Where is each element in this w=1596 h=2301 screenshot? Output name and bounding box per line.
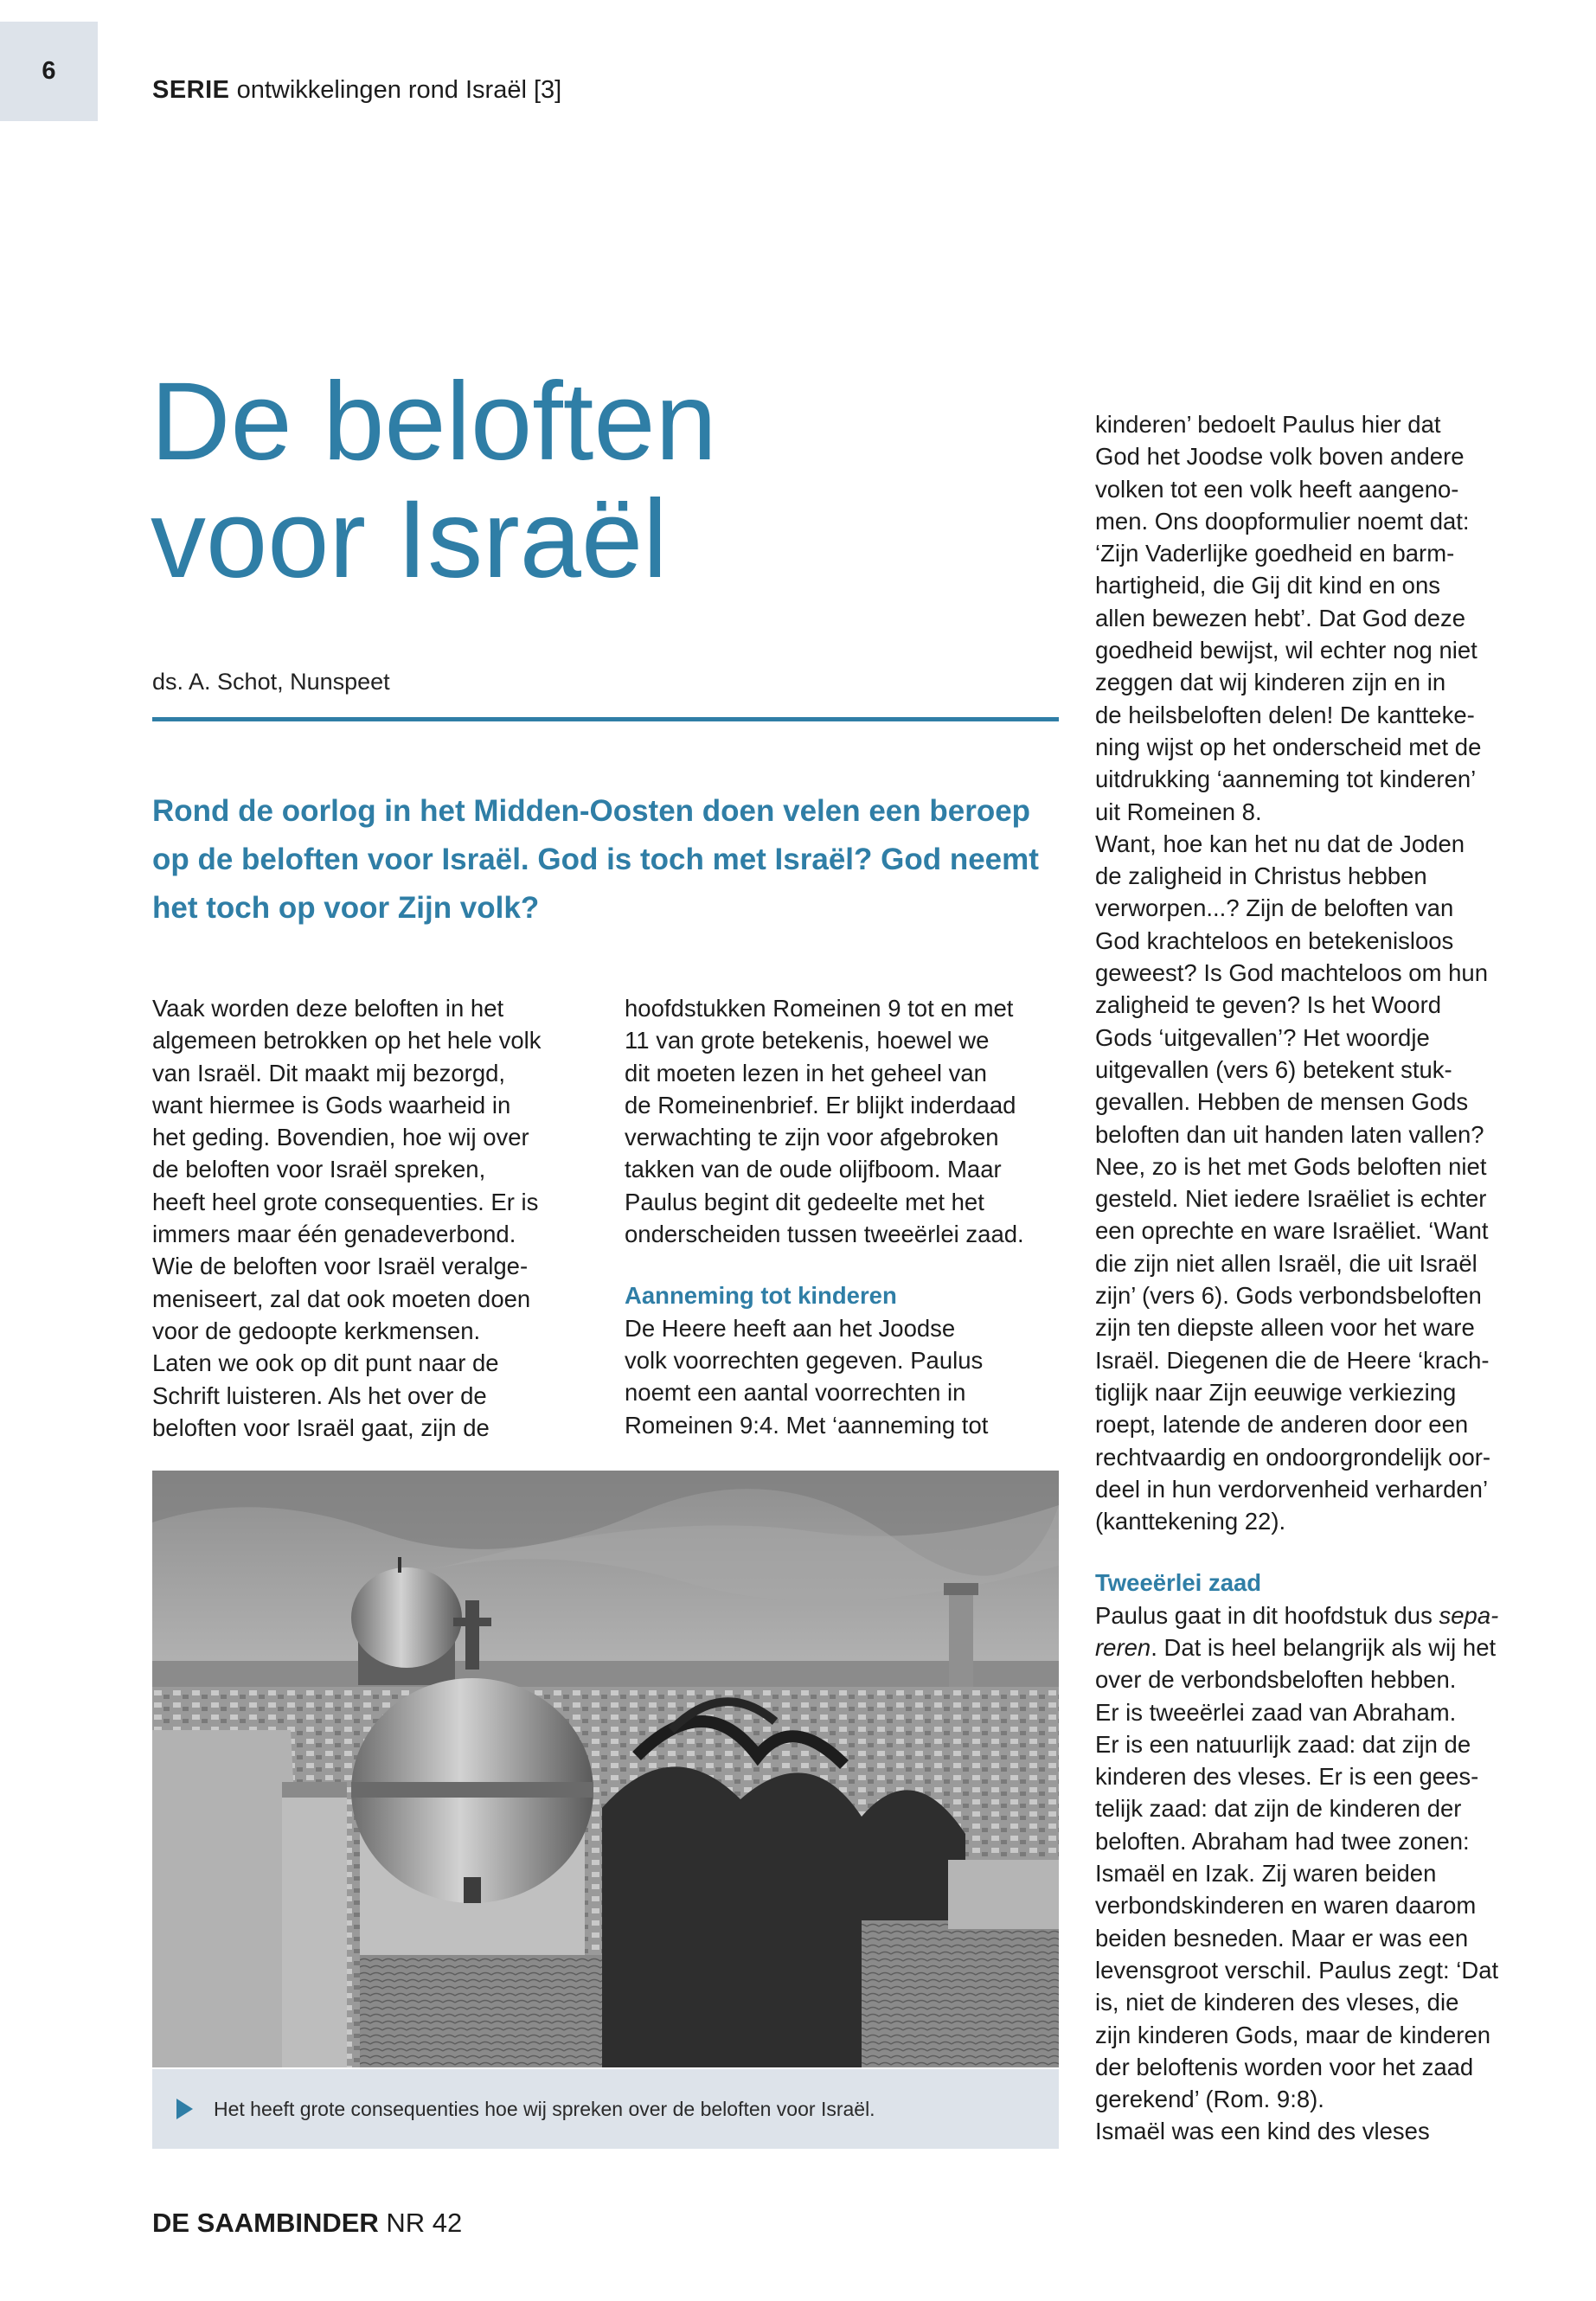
text-line: het geding. Bovendien, hoe wij over [152, 1124, 529, 1151]
text-line: ning wijst op het onderscheid met de [1095, 733, 1482, 760]
magazine-name: DE SAAMBINDER [152, 2208, 379, 2238]
text-line: uitdrukking ‘aanneming tot kinderen’ [1095, 766, 1477, 793]
text-line: de zaligheid in Christus hebben [1095, 862, 1427, 890]
column-3-line [1095, 1599, 1541, 1631]
text-line: rechtvaardig en ondoorgrondelijk oor- [1095, 1443, 1491, 1471]
series-header [152, 76, 561, 105]
text-line: (kanttekening 22). [1095, 1508, 1286, 1535]
text-line: Ismaël en Izak. Zij waren beiden [1095, 1860, 1437, 1888]
column-1-body [152, 992, 589, 1444]
text-line: immers maar één genadeverbond. [152, 1221, 516, 1248]
text-line: Want, hoe kan het nu dat de Joden [1095, 830, 1465, 857]
text-line: de beloften voor Israël spreken, [152, 1156, 486, 1183]
text-line: Er is een natuurlijk zaad: dat zijn de [1095, 1730, 1471, 1758]
magazine-footer [152, 2208, 462, 2239]
emphasis-run: reren [1095, 1633, 1151, 1661]
page-number-text: 6 [42, 57, 56, 85]
text-column-1 [152, 992, 589, 1444]
text-line: een oprechte en ware Israëliet. ‘Want [1095, 1217, 1489, 1245]
column-3-body-a [1095, 408, 1541, 1537]
text-line: hoofdstukken Romeinen 9 tot en met [625, 995, 1014, 1022]
text-line: over de verbondsbeloften hebben. [1095, 1666, 1457, 1694]
text-line: zeggen dat wij kinderen zijn en in [1095, 669, 1446, 696]
text-line: Wie de beloften voor Israël veralge- [152, 1253, 529, 1280]
series-title: ontwikkelingen rond Israël [236, 76, 527, 104]
text-line: gevallen. Hebben de mensen Gods [1095, 1088, 1469, 1116]
text-line: ‘Zijn Vaderlijke goedheid en barm- [1095, 540, 1455, 567]
subheading-tweeerlei-zaad: Tweeërlei zaad [1095, 1569, 1262, 1597]
title-divider [152, 717, 1059, 721]
column-2-body-b [625, 1312, 1061, 1441]
title-line-2: voor Israël [151, 478, 668, 601]
text-line: gesteld. Niet iedere Israëliet is echter [1095, 1185, 1487, 1213]
series-part: [3] [533, 76, 562, 104]
text-line: uitgevallen (vers 6) betekent stuk- [1095, 1055, 1452, 1083]
text-line: men. Ons doopformulier noemt dat: [1095, 507, 1470, 535]
text-line: Schrift luisteren. Als het over de [152, 1381, 487, 1409]
text-line: Laten we ook op dit punt naar de [152, 1349, 499, 1377]
page-number [0, 22, 98, 121]
text-line: zijn ten diepste alleen voor het ware [1095, 1314, 1475, 1342]
subheading-aanneming: Aanneming tot kinderen [625, 1282, 897, 1310]
text-line: De Heere heeft aan het Joodse [625, 1314, 956, 1342]
text-line: gerekend’ (Rom. 9:8). [1095, 2086, 1324, 2113]
text-line: 11 van grote betekenis, hoewel we [625, 1027, 990, 1054]
text-line: noemt een aantal voorrechten in [625, 1379, 966, 1407]
text-line: tiglijk naar Zijn eeuwige verkiezing [1095, 1378, 1457, 1406]
text-line: zijn kinderen Gods, maar de kinderen [1095, 2021, 1491, 2048]
text-line: allen bewezen hebt’. Dat God deze [1095, 604, 1466, 631]
text-line: God het Joodse volk boven andere [1095, 443, 1465, 471]
text-line: de heilsbeloften delen! De kantteke- [1095, 701, 1475, 728]
text-line: van Israël. Dit maakt mij bezorgd, [152, 1059, 506, 1086]
text-line: meniseert, zal dat ook moeten doen [152, 1285, 531, 1312]
text-line: verbondskinderen en waren daarom [1095, 1892, 1477, 1920]
text-line: Er is tweeërlei zaad van Abraham. [1095, 1698, 1457, 1726]
text-line: roept, latende de anderen door een [1095, 1411, 1469, 1439]
text-line: God krachteloos en betekenisloos [1095, 926, 1454, 954]
text-line: heeft heel grote consequenties. Er is [152, 1188, 539, 1215]
text-line: geweest? Is God machteloos om hun [1095, 959, 1489, 987]
text-line: beloften. Abraham had twee zonen: [1095, 1827, 1470, 1855]
text-line: Ismaël was een kind des vleses [1095, 2118, 1430, 2145]
text-line: zaligheid te geven? Is het Woord [1095, 991, 1442, 1019]
text-line: onderscheiden tussen tweeërlei zaad. [625, 1221, 1024, 1248]
column-3-line [1095, 1631, 1541, 1663]
text-line: telijk zaad: dat zijn de kinderen der [1095, 1795, 1462, 1823]
text-line: Gods ‘uitgevallen’? Het woordje [1095, 1023, 1430, 1051]
text-run: . Dat is heel belangrijk als wij het [1151, 1633, 1497, 1661]
text-line: takken van de oude olijfboom. Maar [625, 1156, 1002, 1183]
text-line: goedheid bewijst, wil echter nog niet [1095, 637, 1477, 664]
text-line: levensgroot verschil. Paulus zegt: ‘Dat [1095, 1956, 1499, 1984]
text-line: volken tot een volk heeft aangeno- [1095, 475, 1459, 503]
text-line: volk voorrechten gegeven. Paulus [625, 1346, 984, 1374]
text-line: beiden besneden. Maar er was een [1095, 1924, 1469, 1952]
article-title [151, 360, 1059, 601]
text-line: Nee, zo is het met Gods beloften niet [1095, 1152, 1487, 1180]
text-line: kinderen’ bedoelt Paulus hier dat [1095, 411, 1441, 438]
text-line: dit moeten lezen in het geheel van [625, 1059, 987, 1086]
text-line: kinderen des vleses. Er is een gees- [1095, 1763, 1479, 1791]
text-line: der beloftenis worden voor het zaad [1095, 2053, 1474, 2080]
intro-paragraph: Rond de oorlog in het Midden-Oosten doen velen een beroep op de beloften voor Israël. God is toch met Israël? God neemt het toch op voor Zijn volk? [152, 794, 1039, 925]
column-2-body-a [625, 992, 1061, 1250]
text-line: is, niet de kinderen des vleses, die [1095, 1989, 1459, 2016]
text-line: verwachting te zijn voor afgebroken [625, 1124, 999, 1151]
text-line: Paulus begint dit gedeelte met het [625, 1188, 984, 1215]
photo-illustration [152, 1471, 1059, 2067]
text-line: beloften voor Israël gaat, zijn de [152, 1413, 490, 1441]
text-line: want hiermee is Gods waarheid in [152, 1091, 511, 1118]
text-column-3 [1095, 408, 1541, 2148]
text-line: Vaak worden deze beloften in het [152, 995, 504, 1022]
text-line: hartigheid, die Gij dit kind en ons [1095, 572, 1440, 599]
text-run: Paulus gaat in dit hoofdstuk dus [1095, 1601, 1439, 1629]
text-line: voor de gedoopte kerkmensen. [152, 1317, 481, 1344]
text-line: algemeen betrokken op het hele volk [152, 1027, 542, 1054]
emphasis-run: sepa- [1439, 1601, 1499, 1629]
text-line: uit Romeinen 8. [1095, 798, 1262, 825]
paragraph-gap [625, 1250, 1061, 1279]
text-column-2 [625, 992, 1061, 1441]
text-line: beloften dan uit handen laten vallen? [1095, 1120, 1484, 1148]
series-label: SERIE [152, 76, 230, 104]
column-3-body-b [1095, 1663, 1541, 2147]
text-line: Israël. Diegenen die de Heere ‘krach- [1095, 1346, 1490, 1374]
text-line: zijn’ (vers 6). Gods verbondsbeloften [1095, 1282, 1482, 1310]
photo-caption [152, 2069, 1059, 2149]
title-line-1: De beloften [151, 360, 717, 484]
text-line: die zijn niet allen Israël, die uit Israël [1095, 1249, 1477, 1277]
author-byline: ds. A. Schot, Nunspeet [152, 669, 390, 695]
caption-text: Het heeft grote consequenties hoe wij spreken over de beloften voor Israël. [214, 2097, 875, 2120]
paragraph-gap [1095, 1537, 1541, 1567]
text-line: de Romeinenbrief. Er blijkt inderdaad [625, 1091, 1016, 1118]
text-line: verworpen...? Zijn de beloften van [1095, 894, 1454, 922]
text-line: deel in hun verdorvenheid verharden’ [1095, 1475, 1489, 1503]
issue-number: NR 42 [386, 2208, 463, 2238]
jerusalem-photo [152, 1471, 1059, 2067]
text-line: Romeinen 9:4. Met ‘aanneming tot [625, 1411, 989, 1439]
caption-arrow-icon [176, 2099, 193, 2119]
